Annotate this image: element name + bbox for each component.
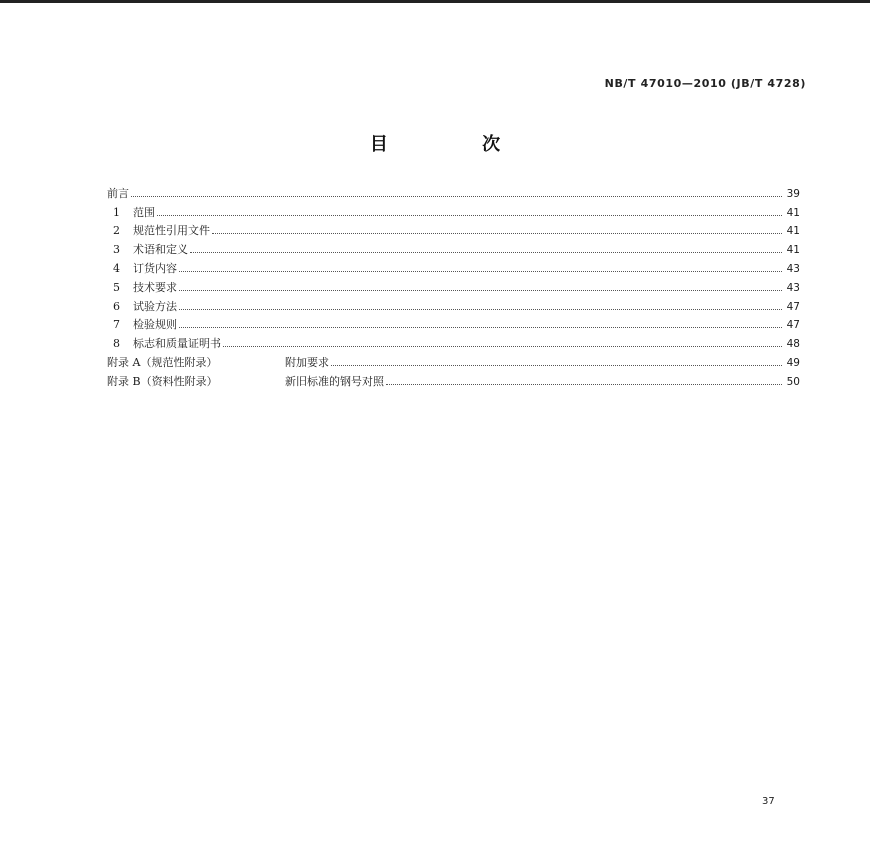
toc-leader <box>331 365 782 366</box>
toc-entry-5[interactable] <box>107 275 800 294</box>
toc-leader <box>131 196 782 197</box>
toc-entry-label: 范围 <box>133 205 155 219</box>
page-number: 37 <box>762 796 775 807</box>
toc-entry-page: 47 <box>786 319 800 332</box>
table-of-contents <box>107 181 800 388</box>
toc-entry-number: 6 <box>113 299 120 313</box>
toc-entry-label: 技术要求 <box>133 280 177 294</box>
toc-entry-page: 49 <box>786 356 800 369</box>
toc-entry-page: 43 <box>786 281 800 294</box>
toc-entry-number: 3 <box>113 243 120 257</box>
toc-entry-label: 附加要求 <box>285 355 329 369</box>
toc-entry-number: 1 <box>113 205 120 219</box>
toc-entry-6[interactable] <box>107 294 800 313</box>
toc-entry-appendix-b[interactable] <box>107 369 800 388</box>
toc-entry-page: 41 <box>786 206 800 219</box>
toc-leader <box>190 252 782 253</box>
toc-entry-page: 48 <box>786 338 800 351</box>
toc-leader <box>179 327 782 328</box>
toc-entry-3[interactable] <box>107 237 800 256</box>
toc-leader <box>179 271 782 272</box>
toc-entry-foreword[interactable] <box>107 181 800 200</box>
toc-leader <box>179 309 782 310</box>
toc-entry-number: 4 <box>113 261 120 275</box>
toc-entry-page: 43 <box>786 262 800 275</box>
toc-entry-page: 50 <box>786 375 800 388</box>
toc-leader <box>157 215 782 216</box>
toc-entry-appendix-tag: 附录 B（资料性附录） <box>107 374 218 388</box>
toc-entry-4[interactable] <box>107 256 800 275</box>
toc-entry-appendix-a[interactable] <box>107 350 800 369</box>
toc-entry-label: 规范性引用文件 <box>133 224 210 238</box>
toc-entry-number: 8 <box>113 337 120 351</box>
toc-entry-page: 47 <box>786 300 800 313</box>
toc-entry-1[interactable] <box>107 200 800 219</box>
toc-entry-label: 检验规则 <box>133 318 177 332</box>
toc-entry-page: 41 <box>786 225 800 238</box>
toc-entry-label: 前言 <box>107 186 129 200</box>
toc-leader <box>386 384 782 385</box>
toc-entry-7[interactable] <box>107 313 800 332</box>
toc-entry-label: 试验方法 <box>133 299 177 313</box>
top-edge <box>0 0 870 3</box>
toc-entry-label: 术语和定义 <box>133 243 188 257</box>
toc-entry-number: 5 <box>113 280 120 294</box>
toc-entry-2[interactable] <box>107 219 800 238</box>
toc-leader <box>223 346 782 347</box>
toc-leader <box>179 290 782 291</box>
page-title: 目 次 <box>369 134 545 155</box>
standard-code: NB/T 47010—2010 (JB/T 4728) <box>604 77 806 90</box>
toc-entry-label: 订货内容 <box>133 261 177 275</box>
toc-entry-appendix-tag: 附录 A（规范性附录） <box>107 355 218 369</box>
toc-entry-number: 7 <box>113 318 120 332</box>
toc-entry-label: 新旧标准的钢号对照 <box>285 374 384 388</box>
toc-leader <box>212 233 782 234</box>
toc-entry-label: 标志和质量证明书 <box>133 337 221 351</box>
toc-entry-page: 41 <box>786 244 800 257</box>
toc-entry-number: 2 <box>113 224 120 238</box>
toc-entry-8[interactable] <box>107 331 800 350</box>
toc-entry-page: 39 <box>786 187 800 200</box>
